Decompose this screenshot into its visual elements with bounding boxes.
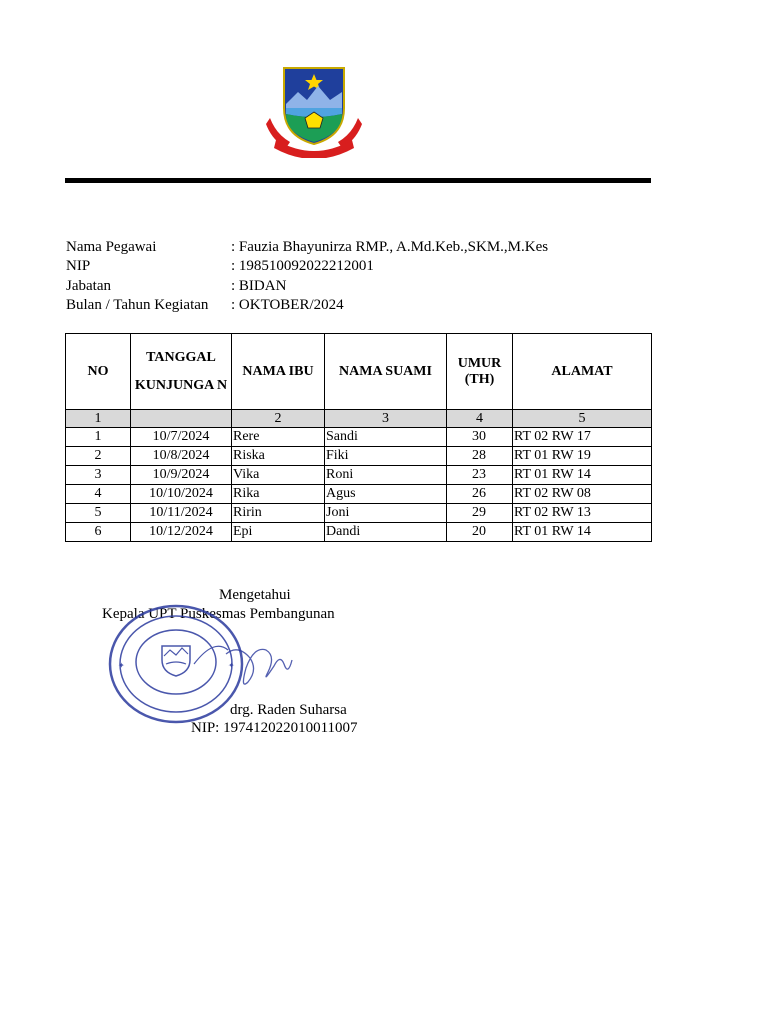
cell-tanggal: 10/10/2024 [131,485,232,504]
column-number-row [66,410,652,428]
mengetahui-label: Mengetahui [219,587,291,603]
cell-nama-ibu: Epi [232,523,325,542]
cell-nama-suami: Agus [325,485,447,504]
cell-tanggal: 10/12/2024 [131,523,232,542]
info-row-bulan [66,296,548,315]
table-row [66,428,652,447]
header-nama-ibu: NAMA IBU [232,334,325,410]
cell-alamat: RT 01 RW 14 [513,466,652,485]
column-number [131,410,232,428]
cell-no: 5 [66,504,131,523]
info-label: Jabatan [66,277,111,294]
cell-no: 1 [66,428,131,447]
cell-umur: 20 [447,523,513,542]
header-tanggal-bottom: KUNJUNGA N [134,377,228,393]
signer-nip: NIP: 197412022010011007 [191,720,358,736]
svg-text:✦: ✦ [228,661,235,670]
cell-tanggal: 10/8/2024 [131,447,232,466]
info-row-jabatan [66,277,548,296]
table-row [66,504,652,523]
column-number: 2 [232,410,325,428]
cell-no: 3 [66,466,131,485]
cell-no: 4 [66,485,131,504]
table-row [66,466,652,485]
cell-no: 2 [66,447,131,466]
cell-umur: 26 [447,485,513,504]
signer-name: drg. Raden Suharsa [230,702,347,718]
info-value: : BIDAN [231,277,287,294]
cell-nama-suami: Joni [325,504,447,523]
visit-table [65,333,652,542]
cell-nama-suami: Sandi [325,428,447,447]
signer-position: Kepala UPT Puskesmas Pembangunan [102,606,335,622]
info-label: NIP [66,258,91,275]
cell-alamat: RT 01 RW 14 [513,523,652,542]
cell-umur: 23 [447,466,513,485]
svg-text:✦: ✦ [118,661,125,670]
cell-tanggal: 10/11/2024 [131,504,232,523]
info-label: Bulan / Tahun Kegiatan [66,296,209,313]
column-number: 1 [66,410,131,428]
cell-nama-suami: Roni [325,466,447,485]
cell-alamat: RT 02 RW 08 [513,485,652,504]
header-alamat: ALAMAT [513,334,652,410]
info-value: : Fauzia Bhayunirza RMP., A.Md.Keb.,SKM.,M.Kes [231,239,549,255]
header-tanggal [131,334,232,410]
cell-alamat: RT 01 RW 19 [513,447,652,466]
info-value: : OKTOBER/2024 [231,296,344,313]
info-label: Nama Pegawai [66,239,157,255]
cell-alamat: RT 02 RW 13 [513,504,652,523]
cell-tanggal: 10/7/2024 [131,428,232,447]
header-no: NO [66,334,131,410]
cell-nama-ibu: Rere [232,428,325,447]
cell-nama-ibu: Ririn [232,504,325,523]
cell-nama-suami: Fiki [325,447,447,466]
info-row-nip [66,257,548,276]
employee-info [66,238,548,315]
header-tanggal-top: TANGGAL [146,349,216,365]
cell-umur: 29 [447,504,513,523]
column-number: 5 [513,410,652,428]
column-number: 4 [447,410,513,428]
cell-alamat: RT 02 RW 17 [513,428,652,447]
info-row-nama [66,238,548,257]
cell-umur: 30 [447,428,513,447]
handwritten-signature-icon [218,624,308,704]
table-row [66,523,652,542]
header-rule [65,178,651,183]
cell-nama-ibu: Riska [232,447,325,466]
header-nama-suami: NAMA SUAMI [325,334,447,410]
table-row [66,447,652,466]
header-umur: UMUR (TH) [447,334,513,410]
cell-nama-ibu: Vika [232,466,325,485]
cell-no: 6 [66,523,131,542]
info-value: : 198510092022212001 [231,258,374,275]
column-number: 3 [325,410,447,428]
cell-nama-ibu: Rika [232,485,325,504]
regency-coat-of-arms-icon [262,62,366,158]
cell-umur: 28 [447,447,513,466]
table-row [66,485,652,504]
cell-nama-suami: Dandi [325,523,447,542]
table-header-row [66,334,652,410]
cell-tanggal: 10/9/2024 [131,466,232,485]
